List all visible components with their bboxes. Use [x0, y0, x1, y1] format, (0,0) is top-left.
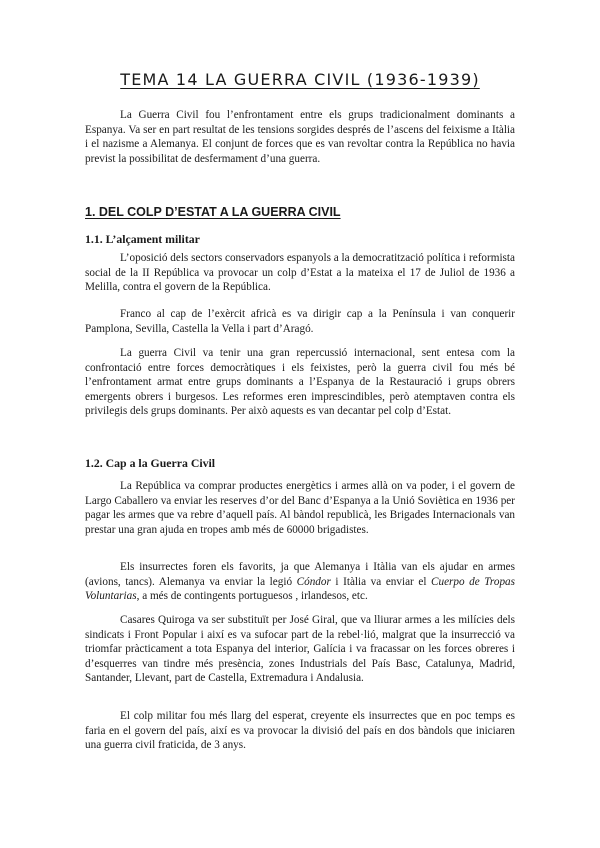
cuerpo-tropas-name: Cuerpo de Tropas Voluntarias	[85, 575, 515, 602]
section-1-2-paragraph-1: La República va comprar productes energètics i armes allà on va poder, i el govern de Largo Caballero va enviar les reserves d’or del Banc d’Espanya a la Unió Soviètica en 1936 per pagar les armes que va rebre d’aquell país. Al bàndol republicà, les Brigades Internacionals van prestar una gran ajuda en tropes amb més de 60000 brigadistes.	[85, 480, 515, 536]
section-1-heading: 1. DEL COLP D’ESTAT A LA GUERRA CIVIL	[85, 205, 341, 219]
intro-paragraph: La Guerra Civil fou l’enfrontament entre els grups tradicionalment dominants a Espanya. Va ser en part resultat de les tensions sorgides després de l’ascens del feixisme a Itàlia i el nazisme a Alemanya. El conjunt de forces que es van revoltar contra la República no havia previst la possibilitat de desfermament d’una guerra.	[85, 109, 515, 165]
section-1-2-paragraph-4: El colp militar fou més llarg del esperat, creyente els insurrectes que en poc temps es faria en el govern del país, així es va provocar la divisió del país en dos bàndols que iniciaren una guerra civil fraticida, de 3 anys.	[85, 710, 515, 751]
section-1-2-paragraph-2	[85, 560, 515, 604]
paragraph-text: i Itàlia va enviar el	[330, 575, 432, 588]
section-1-2-paragraph-3: Casares Quiroga va ser substituït per José Giral, que va lliurar armes a les milícies dels sindicats i Front Popular i així es va sufocar part de la rebel·lió, malgrat que la insurrecció va triomfar pràcticament a tota Espanya del interior, Galícia i va fracassar on les forces obreres i d’esquerres van tindre més presència, zones Industrials del País Basc, Catalunya, Madrid, Santander, Llevant, part de Castella, Extremadura i Andalusia.	[85, 614, 515, 684]
section-1-1-paragraph-2: Franco al cap de l’exèrcit africà es va dirigir cap a la Península i van conquerir Pamplona, Sevilla, Castella la Vella i part d’Aragó.	[85, 308, 515, 335]
paragraph-text: Els insurrectes foren els favorits, ja que Alemanya i Itàlia van els ajudar en armes (avions, tancs). Alemanya va enviar la legió	[85, 561, 515, 588]
legion-condor-name: Cóndor	[296, 575, 331, 588]
section-1-1-paragraph-1: L’oposició dels sectors conservadors espanyols a la democratització política i reformista social de la II República va provocar un colp d’Estat a la mateixa el 17 de Juliol de 1936 a Melilla, contra el govern de la República.	[85, 252, 515, 293]
document-title: TEMA 14 LA GUERRA CIVIL (1936-1939)	[120, 70, 480, 89]
section-1-1-heading: 1.1. L’alçament militar	[85, 232, 200, 246]
paragraph-text: , a més de contingents portuguesos , irlandesos, etc.	[136, 590, 368, 602]
section-1-2-heading: 1.2. Cap a la Guerra Civil	[85, 456, 216, 470]
section-1-1-paragraph-3: La guerra Civil va tenir una gran repercussió internacional, sent entesa com la confrontació entre forces democràtiques i els feixistes, però la guerra civil fou més bé l’enfrontament armat entre grups dominants a l’Espanya de la Restauració i grups obrers emergents obrers i burgesos. Les reformes eren imprescindibles, però atemptaven contra els privilegis dels grups dominants. Per això aquests es van decantar pel colp d’Estat.	[85, 347, 515, 417]
